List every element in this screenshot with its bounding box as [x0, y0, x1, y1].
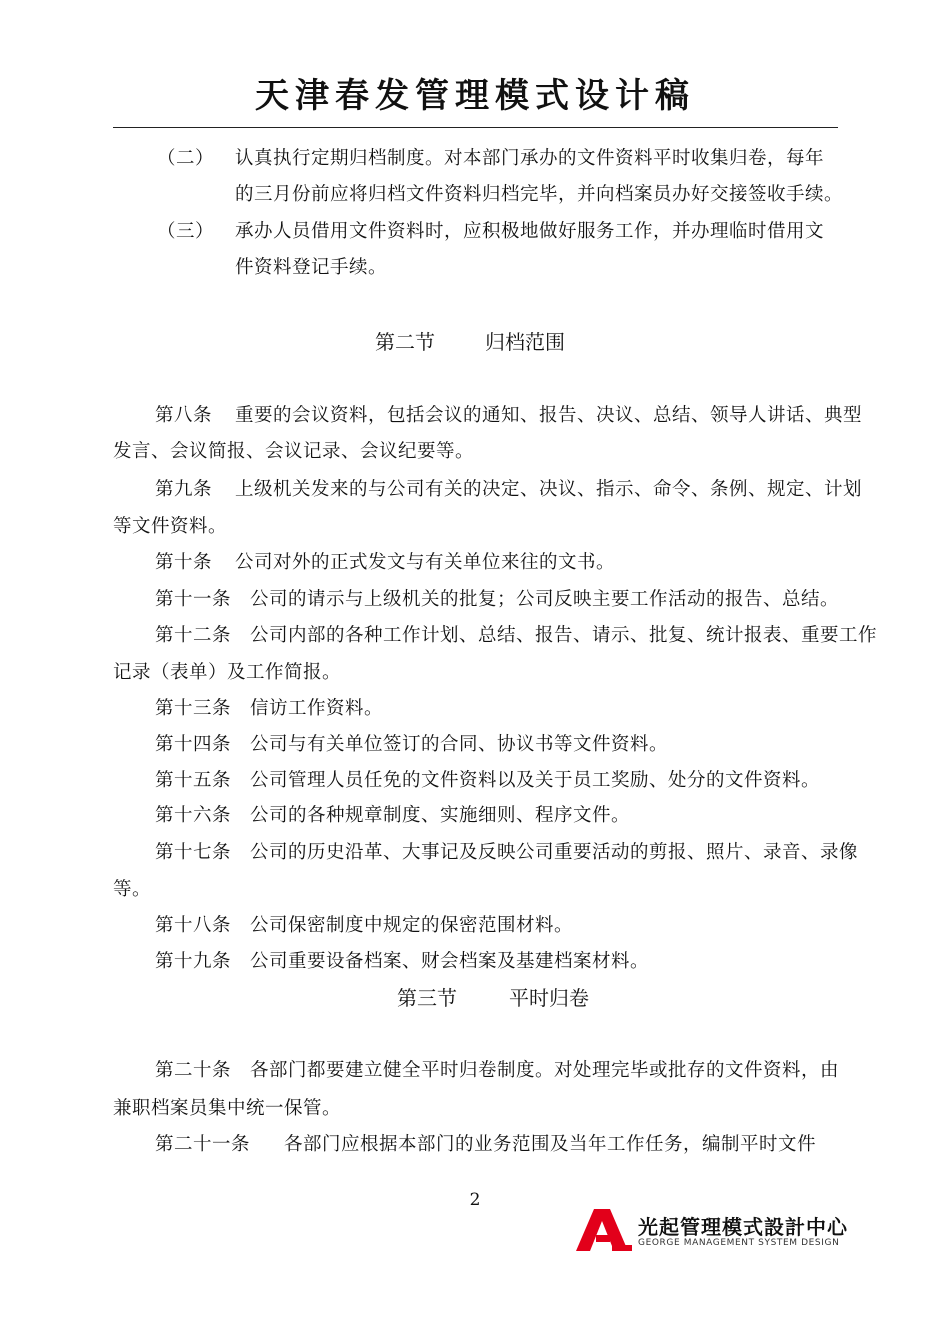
article-number: 第十六条	[155, 805, 232, 826]
section-title: 第三节	[397, 986, 457, 1010]
page-number: 2	[469, 1190, 481, 1210]
article-number: 第二十一条	[155, 1134, 251, 1155]
article-text: 公司管理人员任免的文件资料以及关于员工奖励、处分的文件资料。	[250, 770, 821, 791]
article-text: 各部门都要建立健全平时归卷制度。对处理完毕或批存的文件资料，由	[250, 1060, 840, 1081]
list-text: 的三月份前应将归档文件资料归档完毕，并向档案员办好交接签收手续。	[235, 184, 844, 205]
article-number: 第十三条	[155, 698, 232, 719]
article-text: 发言、会议简报、会议记录、会议纪要等。	[113, 441, 475, 462]
section-subtitle: 归档范围	[485, 330, 565, 354]
article-number: 第十七条	[155, 842, 232, 863]
article-text: 各部门应根据本部门的业务范围及当年工作任务，编制平时文件	[284, 1134, 817, 1155]
list-label: （三）	[157, 221, 215, 242]
article-text: 等文件资料。	[113, 516, 228, 537]
list-text: 承办人员借用文件资料时，应积极地做好服务工作，并办理临时借用文	[235, 221, 825, 242]
article-text: 兼职档案员集中统一保管。	[113, 1098, 342, 1119]
list-label: （二）	[157, 148, 215, 169]
article-text: 公司重要设备档案、财会档案及基建档案材料。	[250, 951, 650, 972]
article-number: 第十九条	[155, 951, 232, 972]
article-text: 重要的会议资料，包括会议的通知、报告、决议、总结、领导人讲话、典型	[235, 405, 863, 426]
list-text: 认真执行定期归档制度。对本部门承办的文件资料平时收集归卷，每年	[235, 148, 825, 169]
article-number: 第二十条	[155, 1060, 232, 1081]
list-text: 件资料登记手续。	[235, 257, 388, 278]
document-title: 天津春发管理模式设计稿	[255, 76, 695, 116]
article-text: 公司的请示与上级机关的批复；公司反映主要工作活动的报告、总结。	[250, 589, 840, 610]
article-text: 等。	[113, 879, 152, 900]
article-number: 第十二条	[155, 625, 232, 646]
article-text: 信访工作资料。	[250, 698, 384, 719]
article-number: 第十四条	[155, 734, 232, 755]
logo-chinese-text: 光起管理模式設計中心	[638, 1215, 848, 1239]
article-number: 第八条	[155, 405, 213, 426]
article-text: 公司与有关单位签订的合同、协议书等文件资料。	[250, 734, 669, 755]
company-logo	[576, 1205, 846, 1255]
logo-mark-icon	[576, 1209, 632, 1251]
article-number: 第九条	[155, 479, 213, 500]
article-text: 公司内部的各种工作计划、总结、报告、请示、批复、统计报表、重要工作	[250, 625, 878, 646]
section-title: 第二节	[375, 330, 435, 354]
article-text: 公司的历史沿革、大事记及反映公司重要活动的剪报、照片、录音、录像	[250, 842, 859, 863]
article-text: 记录（表单）及工作简报。	[113, 662, 342, 683]
article-text: 公司对外的正式发文与有关单位来往的文书。	[235, 552, 616, 573]
article-text: 上级机关发来的与公司有关的决定、决议、指示、命令、条例、规定、计划	[235, 479, 863, 500]
logo-english-text: GEORGE MANAGEMENT SYSTEM DESIGN	[638, 1238, 840, 1248]
article-number: 第十一条	[155, 589, 232, 610]
article-number: 第十条	[155, 552, 213, 573]
article-number: 第十八条	[155, 915, 232, 936]
article-number: 第十五条	[155, 770, 232, 791]
section-subtitle: 平时归卷	[509, 986, 589, 1010]
header-divider	[113, 127, 838, 128]
article-text: 公司保密制度中规定的保密范围材料。	[250, 915, 574, 936]
article-text: 公司的各种规章制度、实施细则、程序文件。	[250, 805, 631, 826]
